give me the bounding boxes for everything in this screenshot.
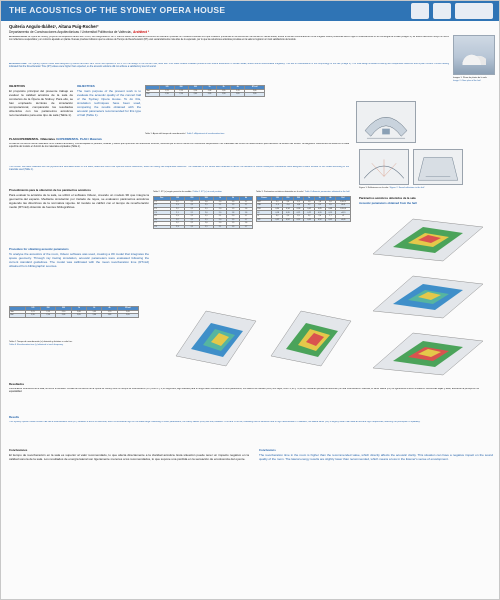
table3-header-cell: 250 bbox=[283, 197, 294, 201]
image2-caption-es: Figura 1. Reflexiones en la sala bbox=[359, 187, 389, 189]
image1-caption bbox=[453, 77, 497, 82]
table2-cell: P8 bbox=[154, 225, 171, 229]
section-drawing bbox=[413, 149, 463, 185]
table3-cell: 0,34 bbox=[283, 207, 294, 211]
table4-header-cell: 1k bbox=[71, 307, 86, 311]
table1-caption-es: Tabla 1. Ajuste del tiempo de reverberación bbox=[145, 133, 185, 135]
table2-cell: 2,1 bbox=[199, 207, 213, 211]
table2-cell: P2 bbox=[154, 204, 171, 208]
procedure-en: To analyse the acoustics of the room, Odeon software was used, creating a 3D model that integrates the space geometry. Through ray tracing simulation, acoustic parameters were evaluated following the current standard guidelines. The model was calibrated with the mean reverberation time (RTmid) obtained from bibliographic sources. bbox=[9, 253, 149, 268]
table3-cell: 1,8 bbox=[314, 200, 325, 204]
table3-cell: 0,22 bbox=[304, 211, 315, 215]
table4-cell: Sim. bbox=[10, 310, 26, 314]
table4-caption-en: Table 4. Reverberation time (s) obtained at each frequency bbox=[9, 343, 64, 346]
table3-cell: 1,9 bbox=[304, 200, 315, 204]
table4-cell: 2,09 bbox=[117, 310, 138, 314]
table3-cell: -4/+4 bbox=[336, 204, 351, 208]
table2-cell: 1,7 bbox=[239, 215, 252, 219]
table4-cell: 1,65 bbox=[102, 314, 117, 318]
table2-cell: 2,1 bbox=[185, 218, 199, 222]
plan-section-title-es: PLAN EXPERIMENTAL / Materiales bbox=[9, 137, 56, 141]
table2-cell: 2,2 bbox=[185, 215, 199, 219]
render-5-svg bbox=[266, 301, 356, 371]
table1-caption-en: Table 1. Adjustment of reverberation time bbox=[186, 133, 225, 135]
table4-cell: 2,21 bbox=[25, 310, 40, 314]
affiliation-text: Departamento de Construcciones Arquitectónicas / Universitat Politècnica de València¹, bbox=[9, 30, 133, 34]
table1-cell: 2,20 bbox=[160, 93, 174, 97]
table3-caption-es: Tabla 3. Parámetros acústicos obtenidos en la sala bbox=[256, 191, 303, 193]
affiliation bbox=[9, 30, 149, 34]
table1-header-cell: 500 bbox=[188, 86, 202, 90]
table2-cell: 2,0 bbox=[213, 211, 226, 215]
table3-cell: 3,2 bbox=[272, 215, 283, 219]
table1-cell: 2,08 bbox=[202, 89, 216, 93]
table3-cell: 1,7 bbox=[325, 215, 336, 219]
table2-cell: 2,2 bbox=[185, 225, 199, 229]
table4-header-cell: 125 bbox=[25, 307, 40, 311]
table3-cell: G bbox=[257, 215, 272, 219]
table3-cell: 1,8-2,2 bbox=[336, 200, 351, 204]
table2-cell: 2,0 bbox=[213, 222, 226, 226]
table3-cell: 2,5 bbox=[293, 215, 304, 219]
table2-cell: 1,8 bbox=[226, 211, 239, 215]
table2-cell: 2,2 bbox=[170, 200, 184, 204]
table3-cell: STI bbox=[257, 218, 272, 222]
table2-cell: 1,7 bbox=[239, 225, 252, 229]
table2-cell: 2,3 bbox=[170, 204, 184, 208]
render-3-svg bbox=[363, 323, 493, 378]
table1-caption: Tabla 1. Ajuste del tiempo de reverberación / Table 1. Adjustment of reverberation time bbox=[145, 133, 225, 135]
table2 bbox=[153, 196, 253, 229]
table3-caption: Tabla 3. Parámetros acústicos obtenidos en la sala / Table 3. Acoustic parameters obtained in the hall bbox=[256, 191, 350, 193]
table2-cell: 2,2 bbox=[185, 204, 199, 208]
objectives-en: The main purpose of the present work is to evaluate the acoustic quality of the concert hall of the Sydney Opera House. To do this, simulation techniques have been used, comparing the results obtained with the acoustic parameters recommended for this type of hall (Table 1). bbox=[77, 90, 141, 117]
table1-cell: 1,70 bbox=[231, 89, 245, 93]
table1-cell: 2,21 bbox=[160, 89, 174, 93]
table1 bbox=[145, 85, 265, 97]
table2-caption: Tabla 2. RT (s) según posición de medida / Table 2. RT (s) at each position bbox=[153, 191, 222, 193]
acoustic-render-3 bbox=[363, 323, 493, 378]
table4-cell: 2,10 bbox=[56, 310, 71, 314]
table2-cell: 2,3 bbox=[170, 225, 184, 229]
table4-cell: 2,05 bbox=[56, 314, 71, 318]
table2-cell: 2,0 bbox=[199, 222, 213, 226]
table2-cell: P6 bbox=[154, 218, 171, 222]
table1-header-cell: 2k bbox=[217, 86, 231, 90]
table3-cell: 0,19 bbox=[325, 211, 336, 215]
table3-header-cell: Ref. bbox=[336, 197, 351, 201]
table2-cell: 1,9 bbox=[226, 225, 239, 229]
table4-header-cell: 500 bbox=[56, 307, 71, 311]
plan-section-title-en: EXPERIMENTAL PLAN / Materials bbox=[57, 137, 102, 141]
table1-header-cell: 1k bbox=[202, 86, 216, 90]
plan-section-es: La sala de conciertos utiliza materiales como madera laminada y contrachapada en paredes, butacas y suelos que optimizan las reflexiones sonoras, mientras que el techo cuenta con reflectores suspendidos. Los materiales del recinto se seleccionaron para favorecer la difusión del sonido. Se asignaron coeficientes de absorción a cada superficie del modelo en función de los materiales empleados (Tabla 1). bbox=[9, 143, 349, 148]
table4-cell: 2,05 bbox=[117, 314, 138, 318]
table3-cell: 0,18 bbox=[272, 211, 283, 215]
opera-house-photo bbox=[453, 35, 495, 75]
table2-cell: 2,1 bbox=[199, 204, 213, 208]
procedure-title-es: Procedimiento para la obtención de los parámetros acústicos bbox=[9, 188, 91, 192]
table2-cell: 1,9 bbox=[226, 207, 239, 211]
table1-header-cell: 250 bbox=[174, 86, 188, 90]
table3-cell: 0,2 bbox=[304, 204, 315, 208]
image2-caption-en: Figure 1. Sound reflections in the hall bbox=[389, 187, 425, 189]
table1-header-cell: 125 bbox=[160, 86, 174, 90]
plan-section-title: PLAN EXPERIMENTAL / Materiales / EXPERIMENTAL PLAN / Materials bbox=[9, 137, 102, 141]
table2-header-cell: Pos. bbox=[154, 197, 171, 201]
acoustic-render-5 bbox=[266, 301, 356, 371]
objectives-title-es: OBJETIVOS bbox=[9, 84, 26, 88]
results-title-en: Results bbox=[9, 415, 20, 419]
table3-cell: 2,0 bbox=[314, 215, 325, 219]
table2-caption-en: Table 2. RT (s) at each position bbox=[193, 191, 222, 193]
table2-cell: 2,0 bbox=[213, 200, 226, 204]
intro-en bbox=[9, 63, 449, 83]
procedure-title-en: Procedure for obtaining acoustic parameters bbox=[9, 247, 69, 251]
results-en: The Sydney Opera House concert hall has a reverberation time (RT) between 2 and 2.30 seconds, which is somewhat high for the ideal range. Attending to other parameters, the clarity values (C80) are low, between -1.60 and -2.40 dB, indicating loss of definition due to high reverberation. In addition, the lateral factor (LF) is slightly lower than ideal at low and high frequencies, affecting the perception of spatiality. bbox=[9, 421, 421, 423]
acoustic-render-1 bbox=[363, 209, 493, 264]
table2-cell: 1,6 bbox=[239, 222, 252, 226]
table1-cell: 2,05 bbox=[245, 93, 265, 97]
table1-cell: 1,65 bbox=[231, 93, 245, 97]
acoustic-render-2 bbox=[363, 266, 493, 321]
table2-cell: 2,0 bbox=[226, 215, 239, 219]
section-svg bbox=[414, 150, 462, 184]
table3-cell: EDT bbox=[257, 200, 272, 204]
table1-header-cell: 4k bbox=[231, 86, 245, 90]
table2-header-cell: 125 bbox=[170, 197, 184, 201]
table4-header-cell: 2k bbox=[87, 307, 102, 311]
intro-es-text: La Ópera de Sídney, proyecto del arquitecto danés Jørn Utzon, fue inaugurada en 1973. Para el diseño de la sala de conciertos se realizaron pruebas con modelos a escala 1/10 que revelaron problemas en la distribución del sonido en ciertas áreas, donde el sonido reverberaba de forma irregular. Estos problemas dieron lugar a modificaciones en la morfología de la sala (Imagen 1). El diseño definitivo incluyó un techo con reflectores suspendidos y un contorno ajustado en planta. Nuevas pruebas indicaron que los valores de Tiempo de Reverberación (RT) eran sustancialmente más altos de lo esperado, por lo que las soluciones acústicas previstas en la sala no lograron un nivel satisfactorio del sonido. bbox=[9, 36, 449, 41]
table3-cell: -1,5 bbox=[272, 204, 283, 208]
table4-cell: 1,95 bbox=[87, 310, 102, 314]
table3-cell: >2 bbox=[336, 215, 351, 219]
table3-cell: 2,0 bbox=[283, 200, 294, 204]
table3 bbox=[256, 196, 351, 222]
table2-cell: 2,2 bbox=[170, 218, 184, 222]
table3-header-cell: 2k bbox=[314, 197, 325, 201]
table3-cell: D50 bbox=[257, 207, 272, 211]
table2-cell: 1,9 bbox=[226, 222, 239, 226]
table4-cell: Ref. bbox=[10, 314, 26, 318]
table2-cell: 1,9 bbox=[226, 218, 239, 222]
table2-cell: 2,1 bbox=[199, 215, 213, 219]
table3-cell: 0,48 bbox=[325, 207, 336, 211]
table3-header-cell: 4k bbox=[325, 197, 336, 201]
table2-cell: 1,6 bbox=[239, 207, 252, 211]
poster-header bbox=[1, 1, 500, 21]
table4-caption bbox=[9, 341, 159, 346]
table2-cell: 2,0 bbox=[213, 218, 226, 222]
table2-cell: 1,9 bbox=[226, 204, 239, 208]
table2-cell: 2,1 bbox=[199, 218, 213, 222]
table3-cell: 0,38 bbox=[293, 207, 304, 211]
conclusions-en: The reverberation time in the room is higher than the recommended value, which directly affects the acoustic clarity. This situation can have a negative impact on the sound quality of the room. The lateral energy results are slightly lower than recommended, which means a loss in the listener's sense of envelopment. bbox=[259, 454, 493, 461]
resultados-title: Resultados bbox=[9, 382, 25, 386]
table2-cell: 2,2 bbox=[170, 222, 184, 226]
table2-cell: 2,1 bbox=[199, 225, 213, 229]
table4 bbox=[9, 306, 139, 318]
table1-cell: 2,05 bbox=[202, 93, 216, 97]
intro-en-label: INTRODUCTION. bbox=[9, 63, 27, 65]
table3-cell: >0,45 bbox=[336, 218, 351, 222]
reflections-drawing bbox=[359, 149, 409, 185]
acoustic-render-4 bbox=[171, 301, 261, 371]
floor-plan-drawing bbox=[356, 101, 416, 143]
table2-cell: 2,3 bbox=[170, 215, 184, 219]
table2-cell: 2,0 bbox=[213, 207, 226, 211]
table2-cell: 2,1 bbox=[185, 211, 199, 215]
table3-cell: 2,2 bbox=[304, 215, 315, 219]
results-heading-es: Parámetros acústicos obtenidos de la sala bbox=[359, 196, 416, 200]
table3-header-cell: 1k bbox=[304, 197, 315, 201]
table1-cell: Ref. bbox=[146, 93, 160, 97]
table1-cell: 2,10 bbox=[188, 89, 202, 93]
department-logo-icon bbox=[433, 3, 451, 19]
image1-caption-es: Imagen 1. Plano de planta de la sala bbox=[453, 77, 487, 79]
table3-cell: 0,52 bbox=[283, 218, 294, 222]
procedure-es: Para evaluar la acústica de la sala, se utilizó el software Odeon, creando un modelo 3D que integra la geometría del espacio. Mediante simulación por trazado de rayos, se evaluaron parámetros acústicos siguiendo las directrices de la normativa vigente. El modelo se calibró con el tiempo de reverberación medio (RTmid) obtenido de fuentes bibliográficas. bbox=[9, 194, 149, 209]
table2-caption-es: Tabla 2. RT (s) según posición de medida bbox=[153, 191, 192, 193]
table3-cell: LF bbox=[257, 211, 272, 215]
table2-header-cell: 500 bbox=[199, 197, 213, 201]
table3-cell: 0,21 bbox=[293, 211, 304, 215]
intro-en-text: The Sydney Opera House was designed by Danish architect Jørn Utzon and opened in 1973. For the design of the concert hall, tests with 1/10 scale models revealed problems with sound distribution in certain areas, where sound reverberated irregularly. This led to modifications in the morphology of the hall (Image 1). The final design included a ceiling with suspended reflectors and a plan contour. Further testing indicated that the Reverberation Time (RT) values were higher than expected, so the acoustic solutions did not achieve a satisfactory level of sound. bbox=[9, 63, 449, 68]
table1-row bbox=[146, 93, 265, 97]
institution-logo-icon bbox=[455, 3, 493, 19]
table4-header-cell: 250 bbox=[41, 307, 56, 311]
university-logo-icon bbox=[411, 3, 429, 19]
table2-cell: 2,1 bbox=[213, 225, 226, 229]
table3-cell: C80 bbox=[257, 204, 272, 208]
affiliation-tag: Architect ² bbox=[133, 30, 149, 34]
table4-header-cell: 4k bbox=[102, 307, 117, 311]
render-1-svg bbox=[363, 209, 493, 264]
table2-cell: P5 bbox=[154, 215, 171, 219]
table2-cell: 2,2 bbox=[185, 207, 199, 211]
table3-cell: 0,52 bbox=[272, 218, 283, 222]
table3-cell: 2,9 bbox=[283, 215, 294, 219]
table3-cell: >0,19 bbox=[336, 211, 351, 215]
table3-cell: 2,1 bbox=[272, 200, 283, 204]
table3-header-cell: 500 bbox=[293, 197, 304, 201]
table3-cell: 0,20 bbox=[283, 211, 294, 215]
table4-cell: 1,90 bbox=[87, 314, 102, 318]
table4-header-cell: RTmid bbox=[117, 307, 138, 311]
table1-cell: 2,05 bbox=[188, 93, 202, 97]
table3-header-cell: Param. bbox=[257, 197, 272, 201]
table2-header-cell: 4k bbox=[239, 197, 252, 201]
table3-cell: -0,6 bbox=[293, 204, 304, 208]
resultados-es: Para analizar la acústica de la sala, se utilizó el software. La sala de conciertos de la Ópera de Sídney tiene un tiempo de reverberación (RT) entre 2 y 2,30 segundos, algo elevado para el rango ideal. Atendiendo a otros parámetros, los valores de claridad (C80) son bajos, entre -1,60 y -2,40 dB, indicando pérdida de definición por alta reverberación. Además, el factor lateral (LF) es ligeramente inferior al ideal en frecuencias bajas y altas, afectando la percepción de espacialidad. bbox=[9, 388, 479, 393]
table2-header-cell: 2k bbox=[226, 197, 239, 201]
table2-cell: 2,1 bbox=[213, 215, 226, 219]
table2-cell: P7 bbox=[154, 222, 171, 226]
render-4-svg bbox=[171, 301, 261, 371]
intro-es bbox=[9, 36, 449, 62]
image2-caption: Figura 1. Reflexiones en la sala / Figure 1. Sound reflections in the hall bbox=[359, 187, 425, 189]
table1-cell: 2,15 bbox=[174, 89, 188, 93]
table2-cell: 2,2 bbox=[185, 222, 199, 226]
table4-cell: 2,08 bbox=[71, 310, 86, 314]
conclusiones-title: Conclusiones bbox=[9, 448, 28, 452]
table4-cell: 2,05 bbox=[71, 314, 86, 318]
floor-plan-svg bbox=[357, 102, 415, 142]
table2-cell: 1,7 bbox=[239, 204, 252, 208]
table2-cell: 2,2 bbox=[170, 207, 184, 211]
table1-header-cell: RTmid bbox=[245, 86, 265, 90]
table2-header-cell: 250 bbox=[185, 197, 199, 201]
table2-cell: 1,6 bbox=[239, 211, 252, 215]
table2-cell: P4 bbox=[154, 211, 171, 215]
results-heading-en: Acoustic parameters obtained from the hall bbox=[359, 201, 417, 205]
image1-caption-en: Image 1. Floor plan of the hall bbox=[453, 79, 481, 82]
table2-cell: 1,9 bbox=[226, 200, 239, 204]
table3-cell: -1,0 bbox=[283, 204, 294, 208]
table3-header-cell: 125 bbox=[272, 197, 283, 201]
table3-cell: 0,52 bbox=[314, 218, 325, 222]
table2-cell: P3 bbox=[154, 207, 171, 211]
table3-cell: 0,45 bbox=[314, 207, 325, 211]
render-2-svg bbox=[363, 266, 493, 321]
table4-cell: 1,70 bbox=[102, 310, 117, 314]
table2-cell: 2,0 bbox=[199, 211, 213, 215]
table3-cell: 0,42 bbox=[304, 207, 315, 211]
table4-row bbox=[10, 314, 139, 318]
table2-cell: 1,7 bbox=[239, 218, 252, 222]
table3-cell: 0,3-0,6 bbox=[336, 207, 351, 211]
intro-es-label: INTRODUCCION. bbox=[9, 36, 28, 38]
objectives-title-en: OBJECTIVES bbox=[77, 84, 95, 88]
table2-cell: 2,0 bbox=[199, 200, 213, 204]
table2-cell: 1,7 bbox=[239, 200, 252, 204]
table2-row bbox=[154, 225, 253, 229]
table4-cell: 2,20 bbox=[25, 314, 40, 318]
conclusions-title: Conclusions bbox=[259, 448, 276, 452]
table2-cell: 2,1 bbox=[185, 200, 199, 204]
opera-shell-shape bbox=[462, 49, 486, 64]
authors: Quiteria Angulo-Ibáñez¹, Aitana Puig-Rocher² bbox=[9, 24, 99, 29]
table2-cell: P1 bbox=[154, 200, 171, 204]
table2-cell: 2,1 bbox=[170, 211, 184, 215]
table3-cell: 0,30 bbox=[272, 207, 283, 211]
table3-cell: 0,52 bbox=[325, 218, 336, 222]
poster-title: THE ACOUSTICS OF THE SYDNEY OPERA HOUSE bbox=[9, 5, 226, 15]
table1-cell: Sim. bbox=[146, 89, 160, 93]
table4-caption-es: Tabla 4. Tiempo de reverberación (s) obtenido y distintas a cada frec. bbox=[9, 341, 73, 343]
table3-cell: 1,0 bbox=[325, 204, 336, 208]
plan-section-en: The concert hall uses materials such as plywood and laminated wood on the walls, seats and floors that optimize sound reflections, while the ceiling has suspended reflectors. The materials of the venue were selected to favour the diffusion of sound. Absorption coefficients were assigned to each surface of the model according to the materials used (Table 1). bbox=[9, 166, 349, 171]
reflections-svg bbox=[360, 150, 408, 184]
table1-cell: 2,09 bbox=[245, 89, 265, 93]
table3-caption-en: Table 3. Acoustic parameters obtained in the hall bbox=[304, 191, 350, 193]
table1-cell: 2,10 bbox=[174, 93, 188, 97]
objectives-es: El propósito principal del presente trabajo es evaluar la calidad acústica de la sala de conciertos de la Ópera de Sídney. Para ello, se han empleado técnicas de simulación computacional, comparando los resultados obtenidos con los parámetros acústicos recomendados para este tipo de sala (Tabla 1). bbox=[9, 90, 73, 117]
table4-cell: 2,10 bbox=[41, 314, 56, 318]
table3-cell: 1,9 bbox=[293, 200, 304, 204]
table3-cell: 1,6 bbox=[325, 200, 336, 204]
table2-header-cell: 1k bbox=[213, 197, 226, 201]
table2-cell: 2,1 bbox=[213, 204, 226, 208]
table4-cell: 2,15 bbox=[41, 310, 56, 314]
table3-row bbox=[257, 218, 351, 222]
table3-cell: 0,5 bbox=[314, 204, 325, 208]
conclusiones-es: El tiempo de reverberación en la sala es superior al valor recomendado, lo que afecta directamente a la claridad acústica. Esta situación puede tener un impacto negativo en la calidad sonora de la sala. Los resultados de energía lateral son ligeramente menores a los recomendados, lo que supone una pérdida en la sensación de envolvencia del oyente. bbox=[9, 454, 249, 461]
table3-cell: 0,20 bbox=[314, 211, 325, 215]
table1-cell: 1,90 bbox=[217, 93, 231, 97]
table3-cell: 0,52 bbox=[304, 218, 315, 222]
table3-cell: 0,52 bbox=[293, 218, 304, 222]
table1-cell: 1,95 bbox=[217, 89, 231, 93]
